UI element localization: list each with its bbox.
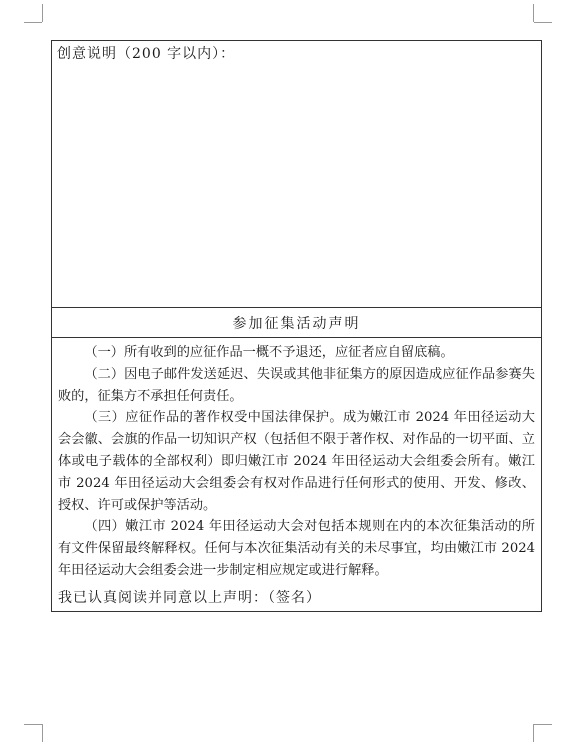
crop-mark-top-left-v (42, 4, 43, 22)
creative-description-label: 创意说明（200 字以内）： (57, 46, 236, 62)
crop-mark-bottom-right-h (534, 724, 552, 725)
creative-description-cell[interactable] (52, 41, 541, 308)
declaration-header-cell (52, 308, 541, 338)
declaration-clause-3: （三）应征作品的著作权受中国法律保护。成为嫩江市 2024 年田径运动大会会徽、会旗的作品一切知识产权（包括但不限于著作权、对作品的一切平面、立体或电子载体的全部权利）即归嫩江市 2024 年田径运动大会组委会所有。嫩江市 2024 年田径运动大会组委会有权对作品进行任何形式的使用、开发、修改、授权、许可或保护等活动。 (58, 410, 535, 513)
declaration-body-cell (52, 338, 541, 611)
signature-line[interactable]: 我已认真阅读并同意以上声明：（签名） (58, 590, 321, 606)
crop-mark-bottom-right-v (533, 724, 534, 742)
declaration-clause-4: （四）嫩江市 2024 年田径运动大会对包括本规则在内的本次征集活动的所有文件保留最终解释权。任何与本次征集活动有关的未尽事宜，均由嫩江市 2024 年田径运动大会组委会进一步制定相应规定或进行解释。 (58, 519, 535, 578)
declaration-clause-2: （二）因电子邮件发送延迟、失误或其他非征集方的原因造成应征作品参赛失败的，征集方不承担任何责任。 (58, 366, 535, 404)
declaration-title: 参加征集活动声明 (232, 315, 361, 332)
crop-mark-top-right-v (533, 4, 534, 22)
crop-mark-top-right-h (534, 22, 552, 23)
crop-mark-bottom-left-v (42, 724, 43, 742)
crop-mark-bottom-left-h (24, 724, 42, 725)
crop-mark-top-left-h (24, 22, 42, 23)
declaration-clause-1: （一）所有收到的应征作品一概不予退还，应征者应自留底稿。 (84, 345, 454, 360)
entry-form-table (51, 40, 542, 612)
